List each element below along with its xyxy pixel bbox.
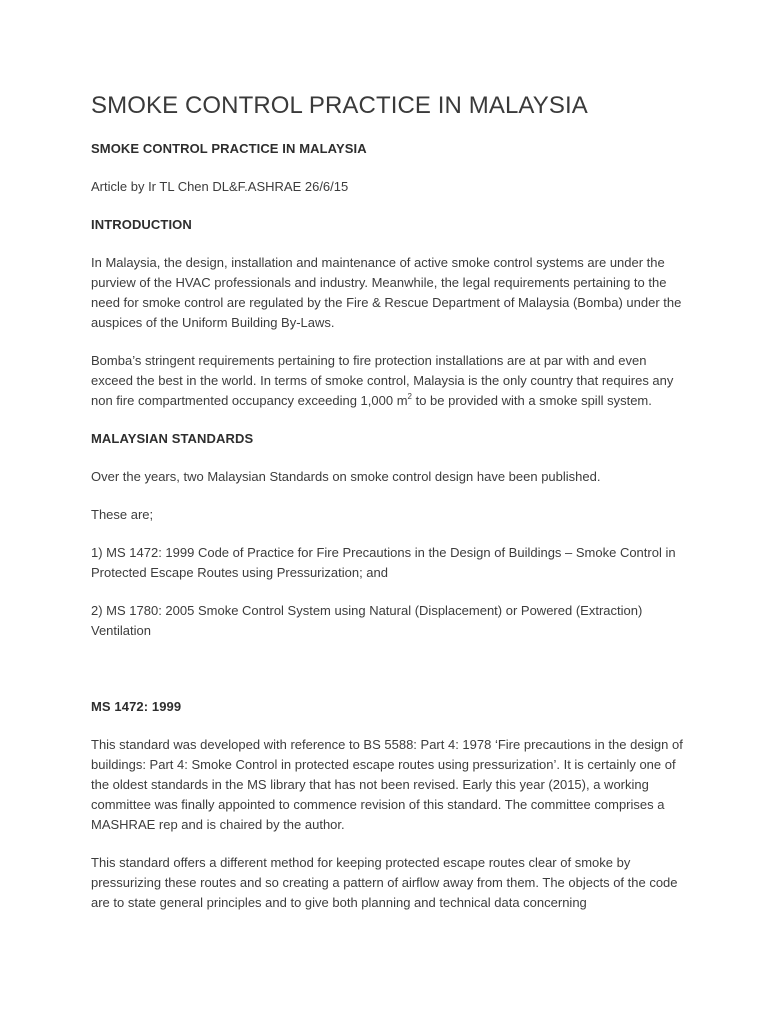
intro-paragraph-2-tail: to be provided with a smoke spill system. bbox=[411, 393, 652, 408]
section-heading-introduction: INTRODUCTION bbox=[91, 217, 192, 232]
document-title: SMOKE CONTROL PRACTICE IN MALAYSIA bbox=[91, 92, 588, 119]
article-byline: Article by Ir TL Chen DL&F.ASHRAE 26/6/15 bbox=[91, 179, 349, 194]
ms1472-paragraph-1: This standard was developed with reference to BS 5588: Part 4: 1978 ‘Fire precautions in the design of buildings: Part 4: Smoke Control in protected escape routes using pressurization’. It is certainly one of the oldest standards in the MS library that has not been revised. Early this year (2015), a working committee was finally appointed to commence revision of this standard. The committee comprises a MASHRAE rep and is chaired by the author. bbox=[91, 737, 683, 832]
standards-list-item-2: 2) MS 1780: 2005 Smoke Control System using Natural (Displacement) or Powered (Extraction) Ventilation bbox=[91, 603, 643, 638]
standards-paragraph-1: Over the years, two Malaysian Standards on smoke control design have been published. bbox=[91, 469, 601, 484]
superscript-squared: 2 bbox=[407, 392, 412, 401]
standards-paragraph-2: These are; bbox=[91, 507, 154, 522]
intro-paragraph-1: In Malaysia, the design, installation and maintenance of active smoke control systems are under the purview of the HVAC professionals and industry. Meanwhile, the legal requirements pertaining to the need for smoke control are regulated by the Fire & Rescue Department of Malaysia (Bomba) under the auspices of the Uniform Building By-Laws. bbox=[91, 255, 682, 330]
intro-paragraph-2 bbox=[91, 351, 691, 411]
document-body bbox=[91, 139, 691, 931]
section-heading-malaysian-standards: MALAYSIAN STANDARDS bbox=[91, 431, 254, 446]
section-heading-ms1472: MS 1472: 1999 bbox=[91, 699, 182, 714]
intro-paragraph-2-text: Bomba’s stringent requirements pertaining to fire protection installations are at par with and even exceed the best in the world. In terms of smoke control, Malaysia is the only country that requires any non fire compartmented occupancy exceeding 1,000 m bbox=[91, 353, 674, 408]
standards-list-item-1: 1) MS 1472: 1999 Code of Practice for Fire Precautions in the Design of Buildings – Smoke Control in Protected Escape Routes using Pressurization; and bbox=[91, 545, 676, 580]
ms1472-paragraph-2: This standard offers a different method for keeping protected escape routes clear of smoke by pressurizing these routes and so creating a pattern of airflow away from them. The objects of the code are to state general principles and to give both planning and technical data concerning bbox=[91, 855, 678, 910]
article-subtitle: SMOKE CONTROL PRACTICE IN MALAYSIA bbox=[91, 141, 367, 156]
